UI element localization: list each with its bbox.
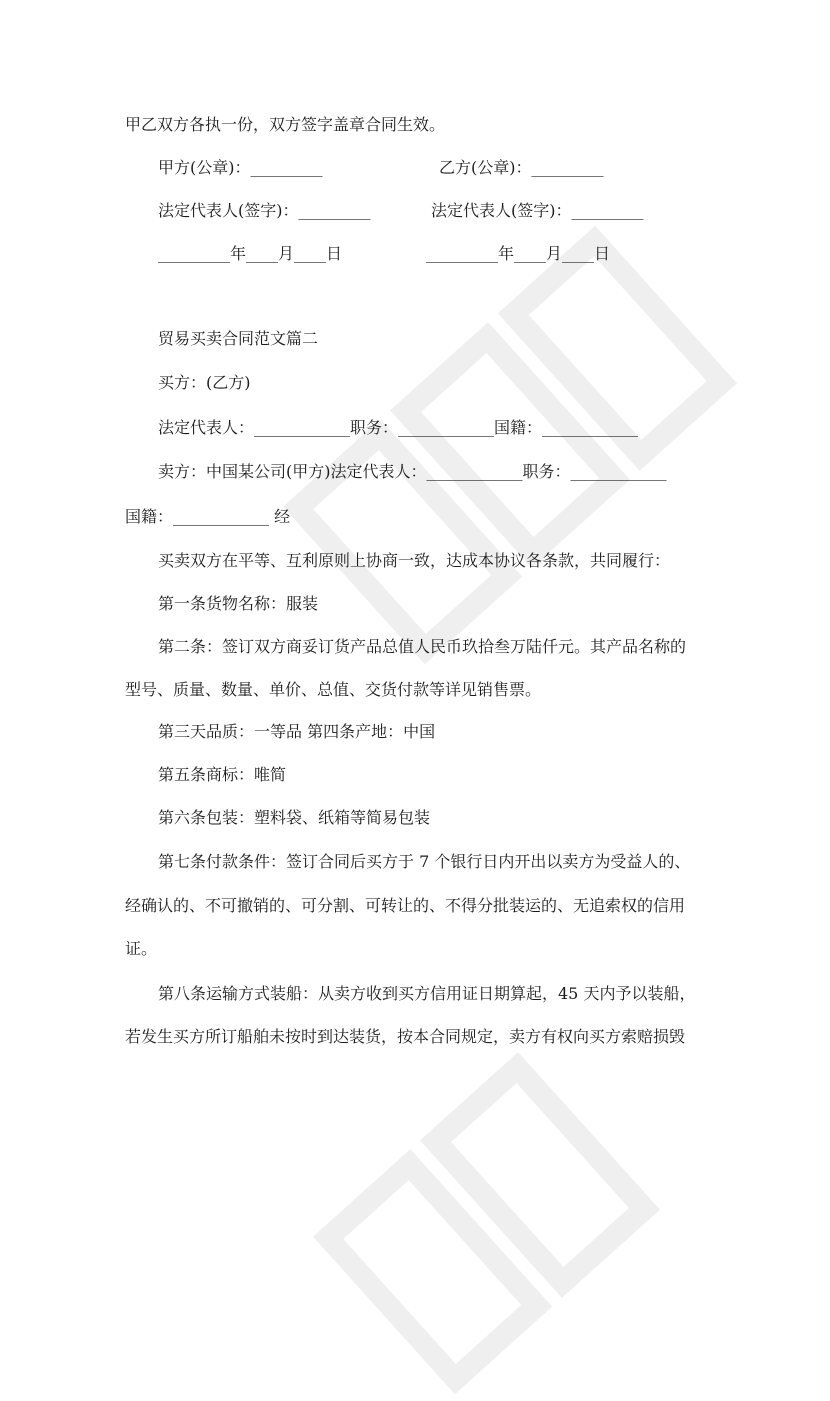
seller-nationality-line: 国籍：____________ 经 bbox=[125, 507, 291, 526]
clause-7-line-1: 第七条付款条件：签订合同后买方于 7 个银行日内开出以卖方为受益人的、 bbox=[158, 852, 691, 871]
clause-2-line-1: 第二条：签订双方商妥订货产品总值人民币玖拾叁万陆仟元。其产品名称的 bbox=[158, 637, 687, 656]
party-a-date-field: _________年____月____日 bbox=[158, 244, 343, 263]
buyer-line: 买方：(乙方) bbox=[158, 373, 251, 392]
seller-line: 卖方：中国某公司(甲方)法定代表人：____________职务：____________ bbox=[158, 462, 667, 481]
clause-5: 第五条商标：唯简 bbox=[158, 765, 287, 784]
party-a-rep-field: 法定代表人(签字)：_________ bbox=[158, 201, 371, 220]
clause-2-line-2: 型号、质量、数量、单价、总值、交货付款等详见销售票。 bbox=[125, 680, 542, 699]
clause-3-4: 第三天品质：一等品 第四条产地：中国 bbox=[158, 722, 436, 741]
clause-7-line-2: 经确认的、不可撤销的、可分割、可转让的、不得分批装运的、无追索权的信用 bbox=[125, 896, 686, 915]
watermark-graphic bbox=[307, 949, 773, 1401]
intro-paragraph: 买卖双方在平等、互利原则上协商一致，达成本协议各条款，共同履行： bbox=[158, 551, 671, 570]
clause-8-line-2: 若发生买方所订船舶未按时到达装货，按本合同规定，卖方有权向买方索赔损毁 bbox=[125, 1027, 686, 1046]
party-b-seal-field: 乙方(公章)：_________ bbox=[439, 158, 604, 177]
clause-7-line-3: 证。 bbox=[125, 939, 158, 958]
section-title: 贸易买卖合同范文篇二 bbox=[158, 329, 319, 348]
effect-clause: 甲乙双方各执一份，双方签字盖章合同生效。 bbox=[125, 115, 446, 134]
party-b-rep-field: 法定代表人(签字)：_________ bbox=[431, 201, 644, 220]
clause-1: 第一条货物名称：服装 bbox=[158, 594, 319, 613]
party-a-seal-field: 甲方(公章)：_________ bbox=[158, 158, 323, 177]
clause-8-line-1: 第八条运输方式装船：从卖方收到买方信用证日期算起，45 天内予以装船， bbox=[158, 984, 696, 1003]
party-b-date-field: _________年____月____日 bbox=[426, 244, 611, 263]
watermark-graphic bbox=[277, 219, 743, 671]
buyer-rep-line: 法定代表人：____________职务：____________国籍：____________ bbox=[158, 418, 639, 437]
clause-6: 第六条包装：塑料袋、纸箱等简易包装 bbox=[158, 808, 431, 827]
